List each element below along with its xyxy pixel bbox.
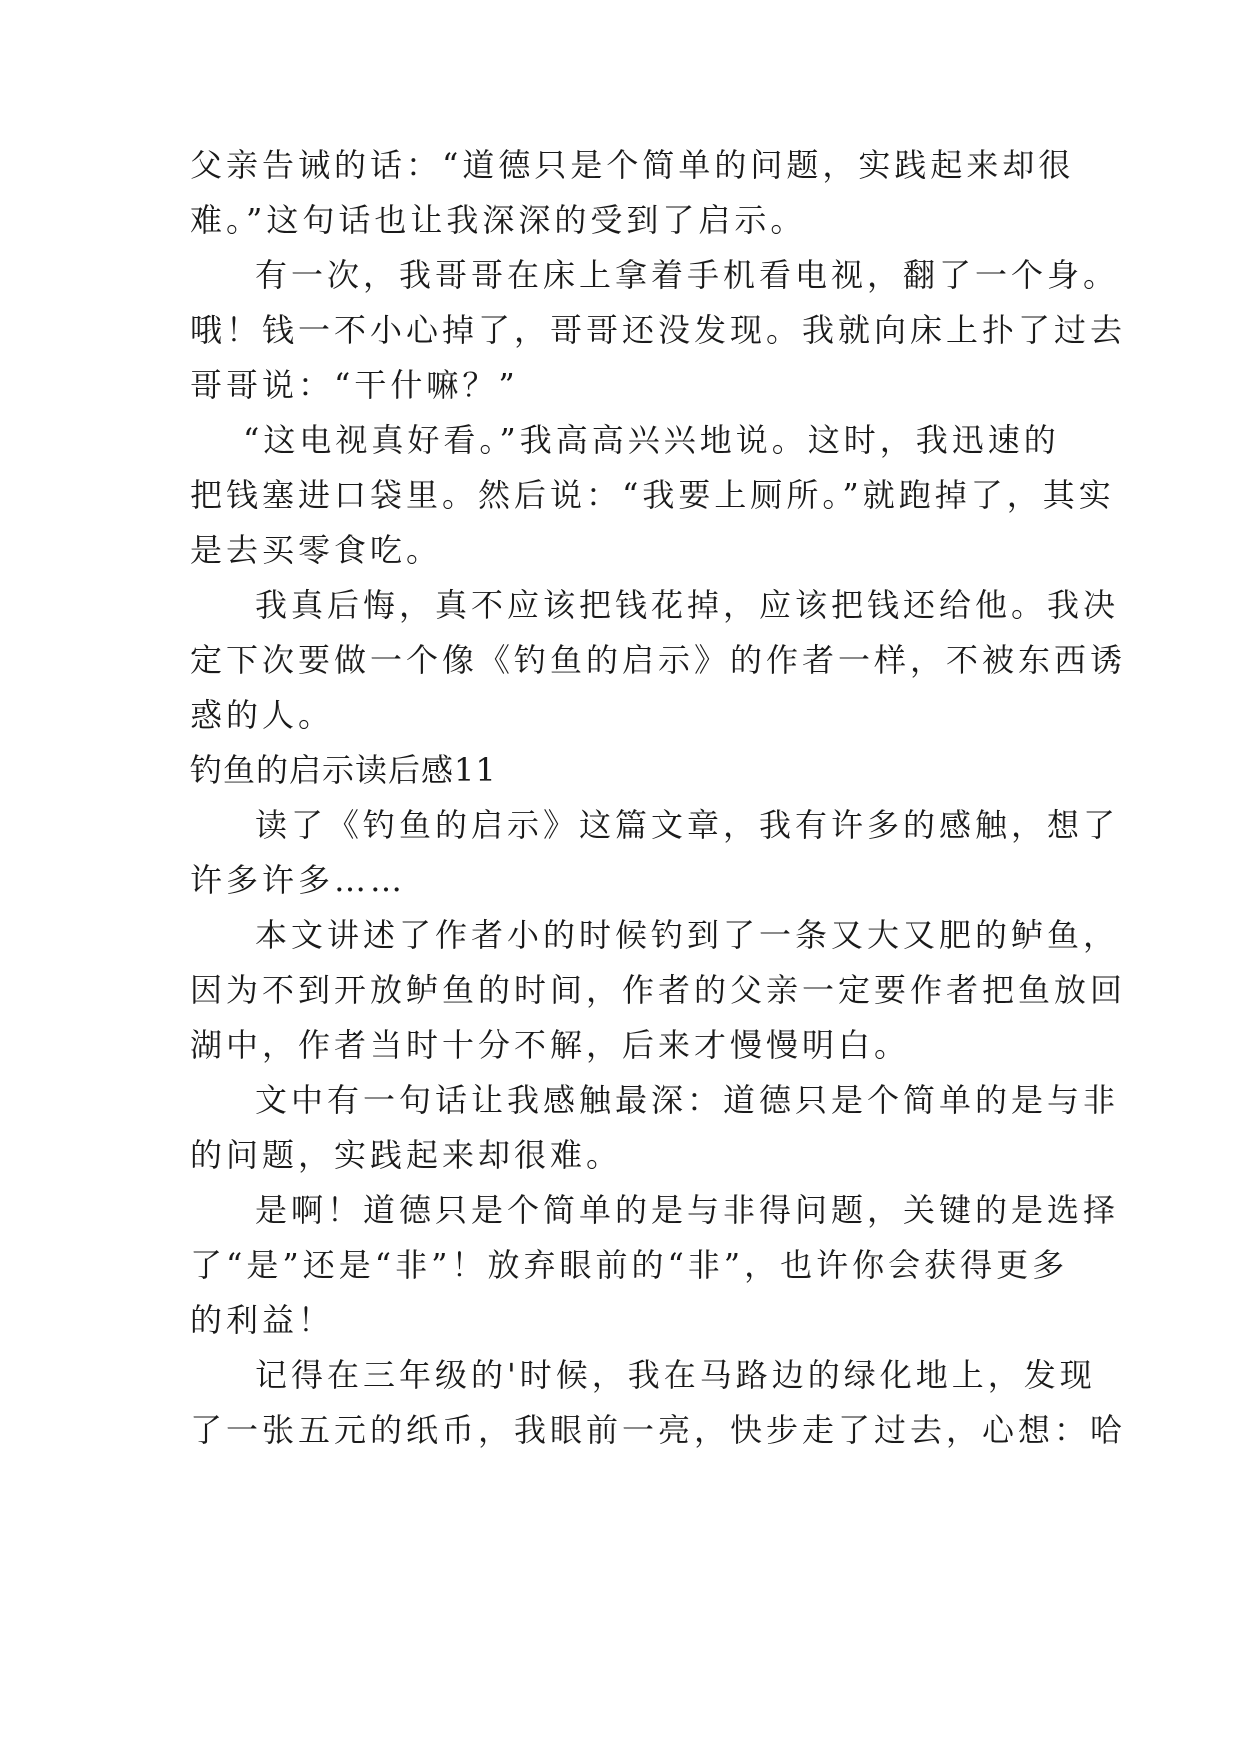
text-line: 难。”这句话也让我深深的受到了启示。 (190, 201, 807, 239)
text-line: 哦！钱一不小心掉了，哥哥还没发现。我就向床上扑了过去 (190, 311, 1127, 349)
section-heading: 钓鱼的启示读后感11 (190, 751, 497, 789)
text-line: 因为不到开放鲈鱼的时间，作者的父亲一定要作者把鱼放回 (190, 971, 1127, 1009)
paragraph-line: 本文讲述了作者小的时候钓到了一条又大又肥的鲈鱼， (255, 916, 1120, 954)
text-line: 了一张五元的纸币，我眼前一亮，快步走了过去，心想：哈 (190, 1411, 1127, 1449)
paragraph-line: “这电视真好看。”我高高兴兴地说。这时，我迅速的 (243, 421, 1060, 459)
text-line: 了“是”还是“非”！放弃眼前的“非”，也许你会获得更多 (190, 1246, 1069, 1284)
text-line: 的利益！ (190, 1301, 335, 1339)
paragraph-line: 文中有一句话让我感触最深：道德只是个简单的是与非 (255, 1081, 1120, 1119)
paragraph-line: 记得在三年级的'时候，我在马路边的绿化地上，发现 (255, 1356, 1096, 1394)
text-line: 许多许多…… (190, 861, 407, 899)
paragraph-line: 是啊！道德只是个简单的是与非得问题，关键的是选择 (255, 1191, 1120, 1229)
text-line: 的问题，实践起来却很难。 (190, 1136, 623, 1174)
paragraph-line: 读了《钓鱼的启示》这篇文章，我有许多的感触，想了 (255, 806, 1120, 844)
text-line: 惑的人。 (190, 696, 335, 734)
paragraph-line: 我真后悔，真不应该把钱花掉，应该把钱还给他。我决 (255, 586, 1120, 624)
text-line: 把钱塞进口袋里。然后说：“我要上厕所。”就跑掉了，其实 (190, 476, 1115, 514)
paragraph-line: 有一次，我哥哥在床上拿着手机看电视，翻了一个身。 (255, 256, 1120, 294)
text-line: 定下次要做一个像《钓鱼的启示》的作者一样，不被东西诱 (190, 641, 1127, 679)
text-line: 父亲告诫的话：“道德只是个简单的问题，实践起来却很 (190, 146, 1075, 184)
text-line: 湖中，作者当时十分不解，后来才慢慢明白。 (190, 1026, 911, 1064)
text-line: 是去买零食吃。 (190, 531, 443, 569)
text-line: 哥哥说：“干什嘛？” (190, 366, 519, 404)
